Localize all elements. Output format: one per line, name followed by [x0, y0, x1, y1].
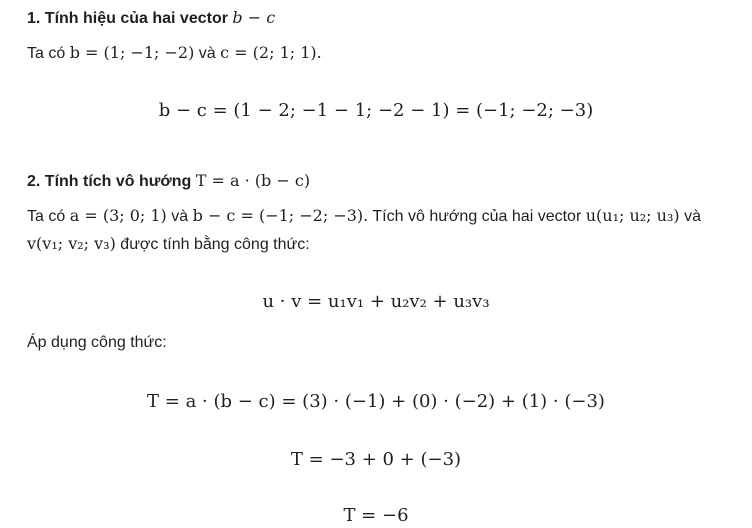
apply-formula-text: Áp dụng công thức:	[27, 334, 167, 351]
section-1-heading	[27, 7, 275, 30]
given-and: và	[198, 45, 216, 62]
section-2-heading	[27, 170, 310, 193]
section-1-heading-math: b − c	[232, 8, 276, 27]
given-b-minus-c: b − c = (−1; −2; −3).	[192, 206, 369, 225]
section-1-result-equation: b − c = (1 − 2; −1 − 1; −2 − 1) = (−1; −2; −3)	[158, 100, 594, 121]
vector-v: v(v₁; v₂; v₃)	[27, 234, 116, 253]
vector-u: u(u₁; u₂; u₃)	[585, 206, 680, 225]
given-prefix: Ta có	[27, 45, 66, 62]
section-2-heading-math: T = a · (b − c)	[195, 171, 311, 190]
given-vector-b: b = (1; −1; −2)	[69, 43, 195, 62]
section-2-given-continued	[27, 233, 310, 256]
calculation-step-2: T = −3 + 0 + (−3)	[290, 449, 462, 470]
section-2-given	[27, 205, 701, 228]
dot-product-text: Tích vô hướng của hai vector	[372, 208, 582, 225]
given-and-2: và	[171, 208, 189, 225]
calculation-result: T = −6	[343, 505, 409, 526]
given-vector-c: c = (2; 1; 1).	[220, 43, 322, 62]
given-vector-a: a = (3; 0; 1)	[69, 206, 167, 225]
given-prefix-2: Ta có	[27, 208, 66, 225]
section-1-given	[27, 42, 322, 65]
vector-and: và	[684, 208, 701, 225]
section-2-heading-text: 2. Tính tích vô hướng	[27, 173, 192, 190]
dot-product-formula: u · v = u₁v₁ + u₂v₂ + u₃v₃	[262, 291, 490, 312]
section-1-heading-text: 1. Tính hiệu của hai vector	[27, 10, 228, 27]
calculation-step-1: T = a · (b − c) = (3) · (−1) + (0) · (−2) + (1) · (−3)	[147, 391, 605, 412]
formula-text: được tính bằng công thức:	[120, 236, 310, 253]
